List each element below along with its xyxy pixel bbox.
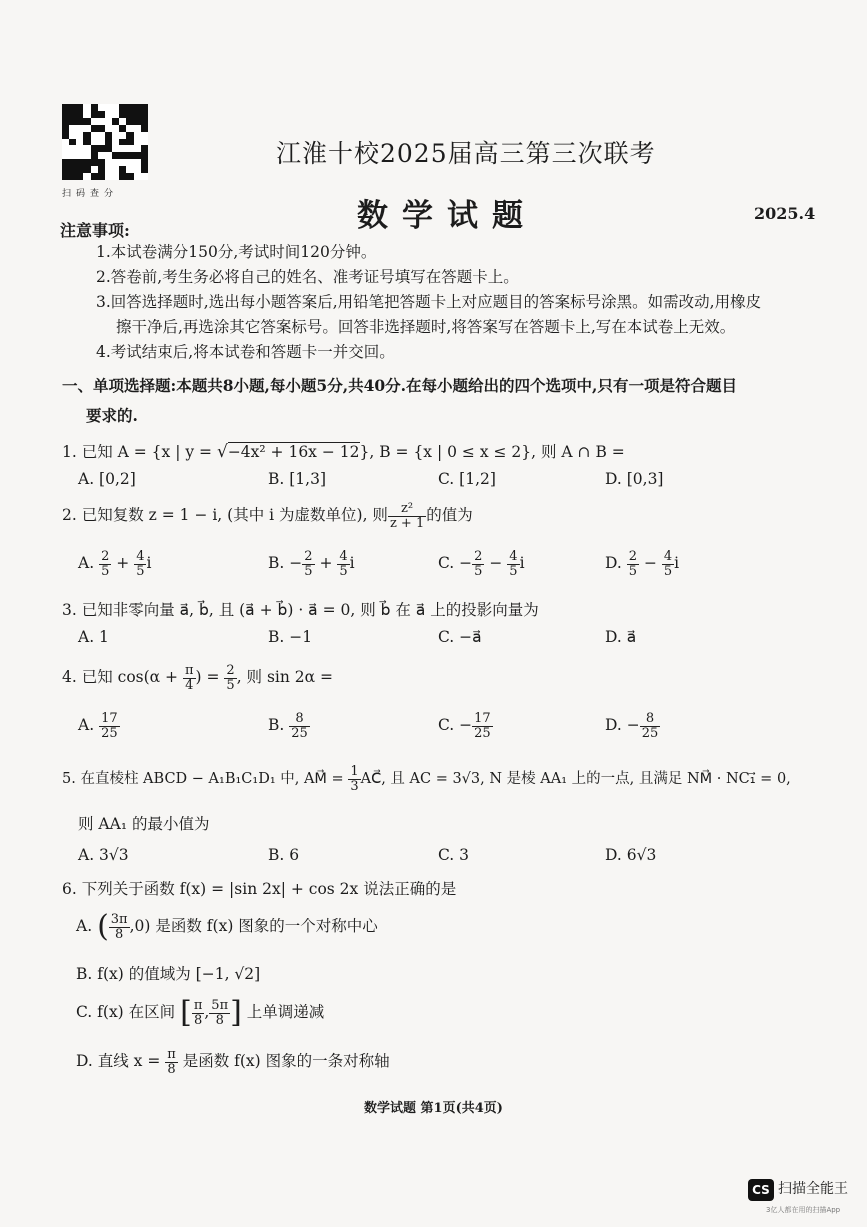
q5-option-a: A. 3√3 (78, 846, 129, 864)
q4-option-c: C. − $\frac{17}{25}$ (438, 711, 491, 741)
watermark-name: 扫描全能王 (778, 1181, 848, 1197)
q3-option-c: C. −a⃗ (438, 628, 482, 646)
q2-option-a: A. $\frac{2}{5}$ + $\frac{4}{5}$ i (78, 549, 152, 579)
notice-item: 2.答卷前,考生务必将自己的姓名、准考证号填写在答题卡上。 (96, 268, 519, 286)
question-3-stem: 3. 已知非零向量 a⃗, b⃗, 且 (a⃗ + b⃗) · a⃗ = 0, 则 b⃗ 在 a⃗ 上的投影向量为 (62, 601, 539, 619)
section-heading: 一、单项选择题:本题共8小题,每小题5分,共40分.在每小题给出的四个选项中,只有一项是符合题目 (62, 376, 737, 395)
qr-caption: 扫码查分 (62, 189, 119, 199)
q6-option-c: C. f(x) 在区间 [ $\frac{\pi}{8}$ , $\frac{5\pi}{8}$ ] 上单调递减 (76, 995, 325, 1030)
notice-item: 3.回答选择题时,选出每小题答案后,用铅笔把答题卡上对应题目的答案标号涂黑。如需改动,用橡皮 (96, 293, 762, 311)
question-5-stem: 5. 在直棱柱 ABCD − A₁B₁C₁D₁ 中, AM⃗ = $\frac{1}{3}$ AC⃗, 且 AC = 3√3, N 是棱 AA₁ 上的一点, 且满足 NM⃗ · NC₁⃗ = 0, (62, 764, 791, 794)
qr-code (62, 104, 148, 180)
q2-option-c: C. − $\frac{2}{5}$ − $\frac{4}{5}$ i (438, 549, 525, 579)
notice-item: 4.考试结束后,将本试卷和答题卡一并交回。 (96, 343, 395, 361)
q2-option-d: D. $\frac{2}{5}$ − $\frac{4}{5}$ i (605, 549, 680, 579)
scanner-watermark (748, 1175, 858, 1219)
question-4-stem: 4. 已知 cos(α + $\frac{\pi}{4}$ ) = $\frac{2}{5}$ , 则 sin 2α = (62, 663, 334, 693)
q6-option-a: A. ( $\frac{3\pi}{8}$ ,0) 是函数 f(x) 图象的一个对称中心 (76, 909, 378, 944)
q1-option-b: B. [1,3] (268, 470, 326, 488)
q1-option-c: C. [1,2] (438, 470, 496, 488)
q5-option-d: D. 6√3 (605, 846, 657, 864)
page-footer: 数学试题 第1页(共4页) (364, 1101, 503, 1116)
notice-title: 注意事项: (60, 221, 130, 240)
q3-option-d: D. a⃗ (605, 628, 637, 646)
section-heading-cont: 要求的. (86, 406, 138, 425)
cs-logo-icon: CS (748, 1179, 774, 1201)
q3-option-b: B. −1 (268, 628, 313, 646)
q5-option-c: C. 3 (438, 846, 470, 864)
exam-title: 数学试题 (357, 198, 537, 234)
notice-item: 擦干净后,再选涂其它答案标号。回答非选择题时,将答案写在答题卡上,写在本试卷上无效。 (116, 318, 736, 336)
exam-header: 江淮十校2025届高三第三次联考 (276, 139, 656, 168)
q4-option-d: D. − $\frac{8}{25}$ (605, 711, 659, 741)
q2-option-b: B. − $\frac{2}{5}$ + $\frac{4}{5}$ i (268, 549, 355, 579)
q4-option-a: A. $\frac{17}{25}$ (78, 711, 118, 741)
notice-item: 1.本试卷满分150分,考试时间120分钟。 (96, 243, 377, 261)
question-6-stem: 6. 下列关于函数 f(x) = |sin 2x| + cos 2x 说法正确的是 (62, 880, 457, 898)
question-5-stem-cont: 则 AA₁ 的最小值为 (78, 815, 210, 833)
exam-date: 2025.4 (754, 204, 816, 223)
q5-option-b: B. 6 (268, 846, 300, 864)
question-1-stem: 1. 已知 A = {x | y = √−4x² + 16x − 12}, B = {x | 0 ≤ x ≤ 2}, 则 A ∩ B = (62, 442, 625, 462)
question-2-stem: 2. 已知复数 z = 1 − i, (其中 i 为虚数单位), 则 $\frac{\text{z²}}{z + 1}$ 的值为 (62, 501, 473, 531)
q3-option-a: A. 1 (78, 628, 109, 646)
watermark-subtitle: 3亿人都在用的扫描App (766, 1206, 841, 1214)
q1-option-a: A. [0,2] (78, 470, 136, 488)
q6-option-b: B. f(x) 的值域为 [−1, √2] (76, 965, 261, 983)
q6-option-d: D. 直线 x = $\frac{\pi}{8}$ 是函数 f(x) 图象的一条对称轴 (76, 1047, 390, 1077)
q1-option-d: D. [0,3] (605, 470, 664, 488)
q4-option-b: B. $\frac{8}{25}$ (268, 711, 308, 741)
